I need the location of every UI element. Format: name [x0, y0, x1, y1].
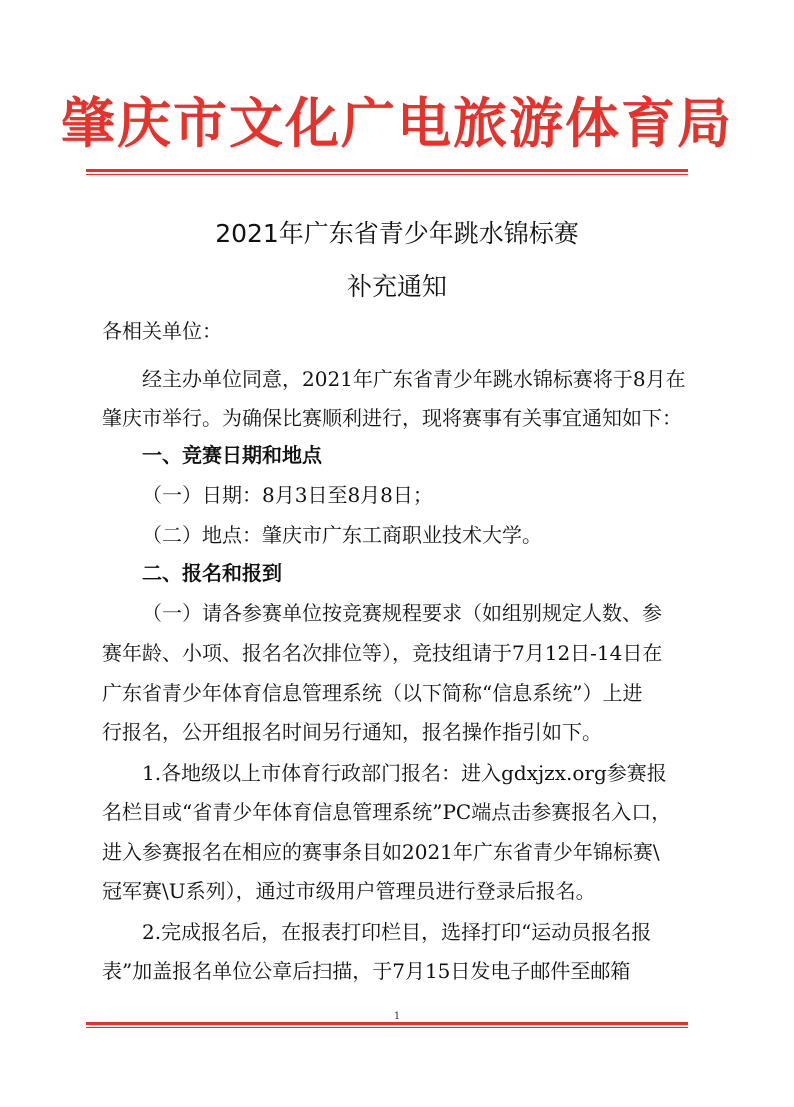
section2-para3-line-2: 表”加盖报名单位公章后扫描，于7月15日发电子邮件至邮箱: [102, 959, 631, 983]
section-heading-2: 二、报名和报到: [142, 561, 282, 585]
section2-para2-line-3: 进入参赛报名在相应的赛事条目如2021年广东省青少年锦标赛\: [102, 840, 660, 864]
section2-para1-line-3: 广东省青少年体育信息管理系统（以下简称“信息系统”）上进: [102, 681, 643, 705]
section1-item-location: （二）地点：肇庆市广东工商职业技术大学。: [142, 523, 542, 547]
section2-para2-line-1: 1.各地级以上市体育行政部门报名：进入gdxjzx.org参赛报: [142, 761, 667, 785]
section2-para1-line-1: （一）请各参赛单位按竞赛规程要求（如组别规定人数、参: [142, 601, 662, 625]
footer-rule-thick: [86, 1022, 688, 1025]
intro-line-2: 肇庆市举行。为确保比赛顺利进行，现将赛事有关事宜通知如下：: [102, 406, 682, 430]
document-title: 2021年广东省青少年跳水锦标赛: [215, 219, 579, 248]
section-heading-1: 一、竞赛日期和地点: [142, 443, 322, 467]
intro-line-1: 经主办单位同意，2021年广东省青少年跳水锦标赛将于8月在: [142, 367, 686, 391]
letterhead-rule-thick: [86, 169, 688, 172]
section2-para3-line-1: 2.完成报名后，在报表打印栏目，选择打印“运动员报名报: [142, 920, 652, 944]
section2-para2-line-2: 名栏目或“省青少年体育信息管理系统”PC端点击参赛报名入口，: [102, 800, 672, 824]
section2-para1-line-4: 行报名，公开组报名时间另行通知，报名操作指引如下。: [102, 720, 602, 744]
salutation: 各相关单位：: [102, 319, 222, 343]
letterhead-rule-thin: [86, 174, 688, 175]
agency-letterhead: 肇庆市文化广电旅游体育局: [61, 91, 733, 155]
section2-para2-line-4: 冠军赛\U系列），通过市级用户管理员进行登录后报名。: [102, 879, 596, 903]
document-subtitle: 补充通知: [346, 272, 447, 301]
section1-item-date: （一）日期：8月3日至8月8日；: [142, 483, 433, 507]
page-number: 1: [393, 1011, 401, 1022]
section2-para1-line-2: 赛年龄、小项、报名名次排位等），竞技组请于7月12日-14日在: [102, 641, 663, 665]
footer-rule-thin: [86, 1027, 688, 1028]
